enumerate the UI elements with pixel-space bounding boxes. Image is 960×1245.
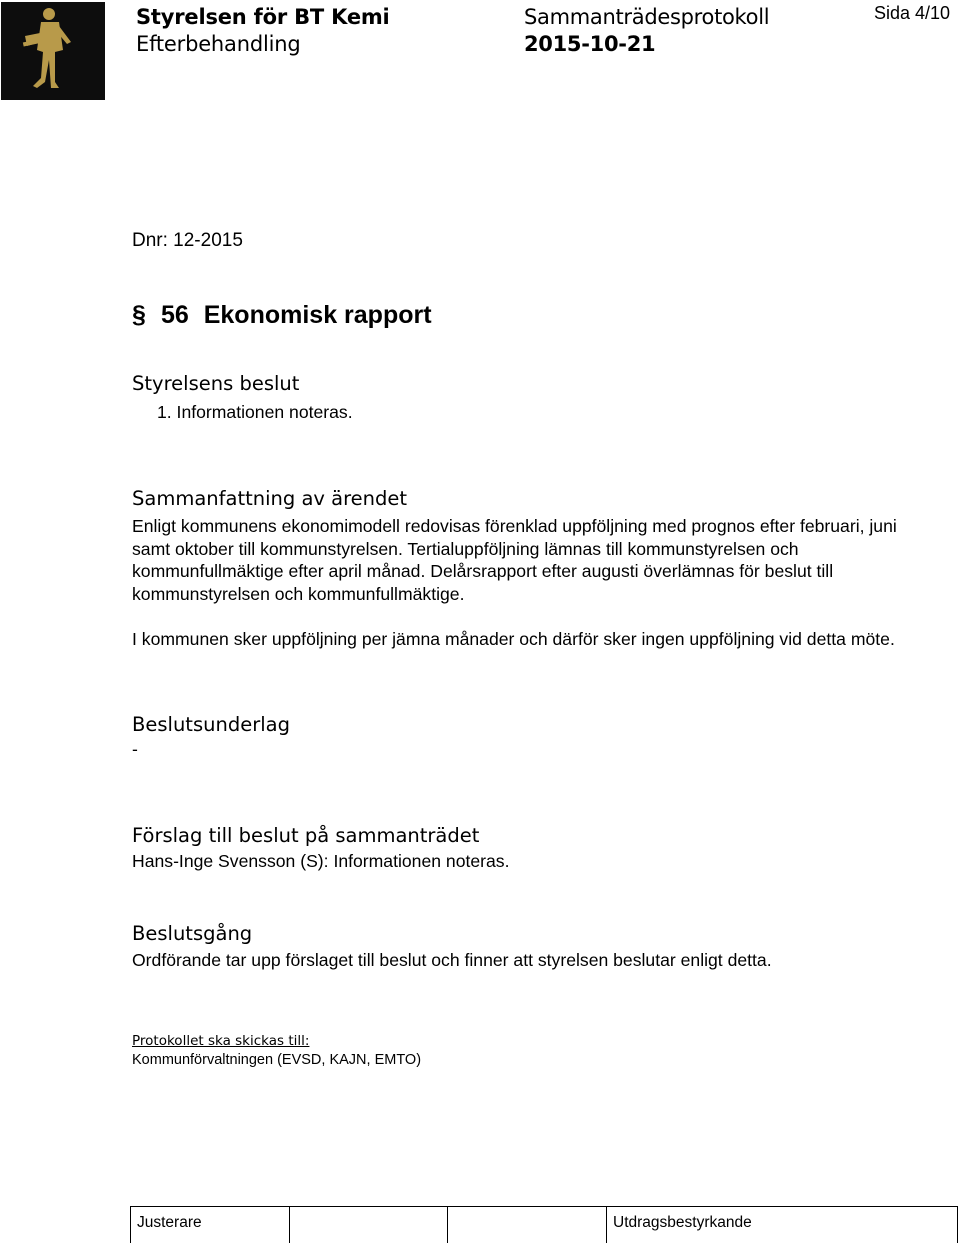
- justerare-label: Justerare: [137, 1214, 202, 1231]
- section-heading: Ekonomisk rapport: [203, 301, 432, 329]
- header-right: [524, 4, 769, 58]
- meeting-date: 2015-10-21: [524, 32, 656, 56]
- header-left: [136, 4, 390, 58]
- diary-number: Dnr: 12-2015: [132, 230, 243, 251]
- utdrag-label: Utdragsbestyrkande: [613, 1214, 752, 1231]
- distribution-heading: Protokollet ska skickas till:: [132, 1033, 310, 1049]
- basis-text: -: [132, 739, 138, 759]
- basis-heading: Beslutsunderlag: [132, 713, 290, 736]
- justerare-cell: [131, 1207, 290, 1243]
- procedure-heading: Beslutsgång: [132, 922, 253, 945]
- org-name: Styrelsen för BT Kemi: [136, 5, 390, 29]
- department-name: Efterbehandling: [136, 32, 301, 56]
- paragraph-symbol: §: [132, 301, 146, 329]
- decision-heading: Styrelsens beslut: [132, 372, 300, 395]
- worker-figure-icon: [1, 2, 105, 100]
- signature-footer: [130, 1206, 958, 1243]
- signature-cell-2: [448, 1207, 607, 1243]
- organization-logo: [1, 2, 105, 100]
- utdrag-cell: [607, 1207, 957, 1243]
- document-type: Sammanträdesprotokoll: [524, 5, 770, 29]
- summary-paragraph-2: I kommunen sker uppföljning per jämna månader och därför sker ingen uppföljning vid detta möte.: [132, 629, 895, 649]
- summary-heading: Sammanfattning av ärendet: [132, 487, 408, 510]
- proposal-text: Hans-Inge Svensson (S): Informationen noteras.: [132, 851, 510, 871]
- section-title: [132, 301, 432, 330]
- procedure-text: Ordförande tar upp förslaget till beslut och finner att styrelsen beslutar enligt detta.: [132, 950, 772, 970]
- page-number: Sida 4/10: [873, 3, 950, 23]
- summary-paragraph-1: Enligt kommunens ekonomimodell redovisas förenklad uppföljning med prognos efter februari, juni samt oktober till kommunstyrelsen. Tertialuppföljning lämnas till kommunstyrelsen och kommunfullmäktige efter april månad. Delårsrapport efter augusti överlämnas för beslut till kommunstyrelsen och kommunfullmäktige.: [132, 516, 897, 604]
- signature-cell-1: [290, 1207, 448, 1243]
- distribution-recipients: Kommunförvaltningen (EVSD, KAJN, EMTO): [132, 1052, 422, 1068]
- proposal-heading: Förslag till beslut på sammanträdet: [132, 824, 480, 847]
- section-number: 56: [160, 301, 189, 329]
- decision-item: 1. Informationen noteras.: [157, 402, 353, 422]
